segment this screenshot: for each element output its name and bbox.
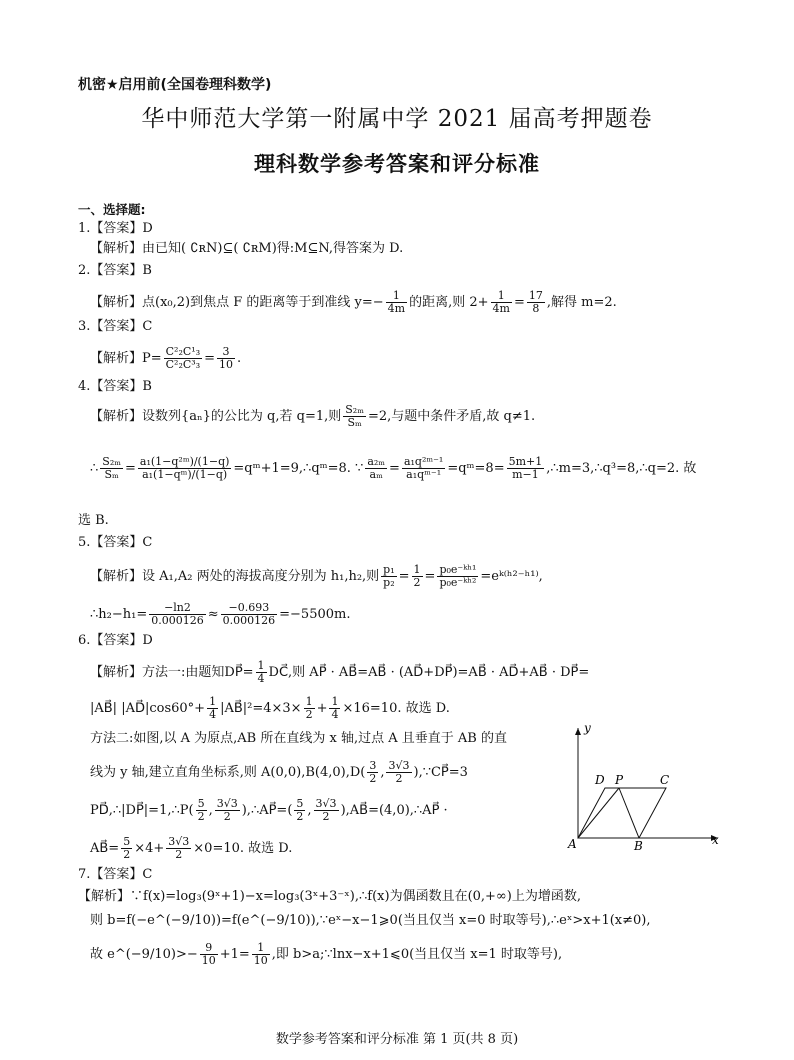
q7-explanation-line2: 则 b=f(−e^(−9/10))=f(e^(−9/10)),∵eˣ−x−1⩾0(当且仅当 x=0 时取等号),∴eˣ>x+1(x≠0),: [90, 913, 651, 928]
q4-answer: 4.【答案】B: [78, 379, 152, 394]
q4-explanation-line3: 选 B.: [78, 513, 109, 528]
q6-answer: 6.【答案】D: [78, 633, 153, 648]
point-D-label: D: [595, 773, 605, 787]
q3-answer: 3.【答案】C: [78, 319, 153, 334]
segment-AP: [578, 788, 619, 838]
y-axis-arrow-icon: [575, 728, 581, 735]
q5-explanation-line1: 【解析】设 A₁,A₂ 两处的海拔高度分别为 h₁,h₂,则 $\frac{\text{p₁}}{\text{p₂}}$ = $\frac{1}{2}$ = $\frac{\text{p₀e⁻ᵏʰ¹}}{\text{p₀e⁻ᵏʰ²}}$ =eᵏ⁽ʰ²⁻ʰ¹⁾,: [90, 563, 543, 589]
x-axis-label: x: [712, 833, 719, 847]
segment-PB: [619, 788, 639, 838]
q6-method1-line1: 【解析】方法一:由题知DP⃗= $\frac{1}{4}$ DC⃗,则 AP⃗ · AB⃗=AB⃗ · (AD⃗+DP⃗)=AB⃗ · AD⃗+AB⃗ · DP⃗=: [90, 659, 590, 685]
q6-method2-line2: 线为 y 轴,建立直角坐标系,则 A(0,0),B(4,0),D( $\frac{3}{2}$ , $\frac{3√3}{2}$ ),∵CP⃗=3: [90, 759, 468, 785]
y-axis-label: y: [584, 721, 591, 735]
q2-explanation: 【解析】点(x₀,2)到焦点 F 的距离等于到准线 y=− $\frac{1}{4m}$ 的距离,则 2+ $\frac{1}{4m}$ = $\frac{17}{8}$ ,解得 m=2.: [90, 289, 617, 315]
page-title: 华中师范大学第一附属中学 2021 届高考押题卷: [141, 106, 653, 132]
point-C-label: C: [660, 773, 670, 787]
q1-explanation: 【解析】由已知( ∁ʀN)⊆( ∁ʀM)得:M⊆N,得答案为 D.: [90, 241, 404, 256]
q5-answer: 5.【答案】C: [78, 535, 153, 550]
q7-explanation-line3: 故 e^(−9/10)>− $\frac{9}{10}$ +1= $\frac{1}{10}$ ,即 b>a;∵lnx−x+1⩽0(当且仅当 x=1 时取等号),: [90, 941, 563, 967]
page-subtitle: 理科数学参考答案和评分标准: [254, 152, 540, 176]
q2-answer: 2.【答案】B: [78, 263, 152, 278]
section-heading: 一、选择题:: [78, 202, 146, 217]
q6-method1-line2: |AB⃗| |AD⃗|cos60°+ $\frac{1}{4}$ |AB⃗|²=4×3× $\frac{1}{2}$ + $\frac{1}{4}$ ×16=10. 故选 D.: [90, 695, 450, 721]
secret-label: 机密★启用前(全国卷理科数学): [78, 77, 272, 93]
page-footer: 数学参考答案和评分标准 第 1 页(共 8 页): [275, 1032, 519, 1047]
q5-explanation-line2: ∴h₂−h₁= $\frac{-\ln 2}{0.000126}$ ≈ $\frac{-0.693}{0.000126}$ =−5500m.: [90, 601, 351, 627]
q1-answer: 1.【答案】D: [78, 221, 153, 236]
point-A-label: A: [568, 837, 577, 851]
q6-method2-line3: PD⃗,∴|DP⃗|=1,∴P( $\frac{5}{2}$ , $\frac{3√3}{2}$ ),∴AP⃗=( $\frac{5}{2}$ , $\frac{3√3}{2}$ ),AB⃗=(4,0),∴AP⃗ ·: [90, 797, 448, 823]
q4-explanation-line1: 【解析】设数列{aₙ}的公比为 q,若 q=1,则 $\frac{\text{S₂ₘ}}{\text{Sₘ}}$ =2,与题中条件矛盾,故 q≠1.: [90, 403, 536, 429]
q7-explanation-line1: 【解析】∵f(x)=log₃(9ˣ+1)−x=log₃(3ˣ+3⁻ˣ),∴f(x)为偶函数且在(0,+∞)上为增函数,: [78, 889, 581, 904]
q4-explanation-line2: ∴ $\frac{\text{S₂ₘ}}{\text{Sₘ}}$ = $\frac{\text{a₁(1−q²ᵐ)/(1−q)}}{\text{a₁(1−qᵐ)/(1−q)}}$ =qᵐ+1=9,∴qᵐ=8. ∵ $\frac{\text{a₂ₘ}}{\text{aₘ}}$ = $\frac{\text{a₁q²ᵐ⁻¹}}{\text{a₁qᵐ⁻¹}}$ =qᵐ=8= $\frac{5m+1}{m-1}$ ,∴m=3,∴q³=8,∴q=2. 故: [90, 455, 697, 481]
q6-figure: [548, 720, 728, 852]
q3-explanation: 【解析】P= $\frac{\text{C²₂C¹₃}}{\text{C²₂C³₃}}$ = $\frac{3}{10}$ .: [90, 345, 242, 371]
q6-method2-line1: 方法二:如图,以 A 为原点,AB 所在直线为 x 轴,过点 A 且垂直于 AB 的直: [90, 731, 507, 746]
point-B-label: B: [634, 839, 643, 852]
q7-answer: 7.【答案】C: [78, 867, 153, 882]
q6-method2-line4: AB⃗= $\frac{5}{2}$ ×4+ $\frac{3√3}{2}$ ×0=10. 故选 D.: [90, 835, 293, 861]
point-P-label: P: [615, 773, 624, 787]
